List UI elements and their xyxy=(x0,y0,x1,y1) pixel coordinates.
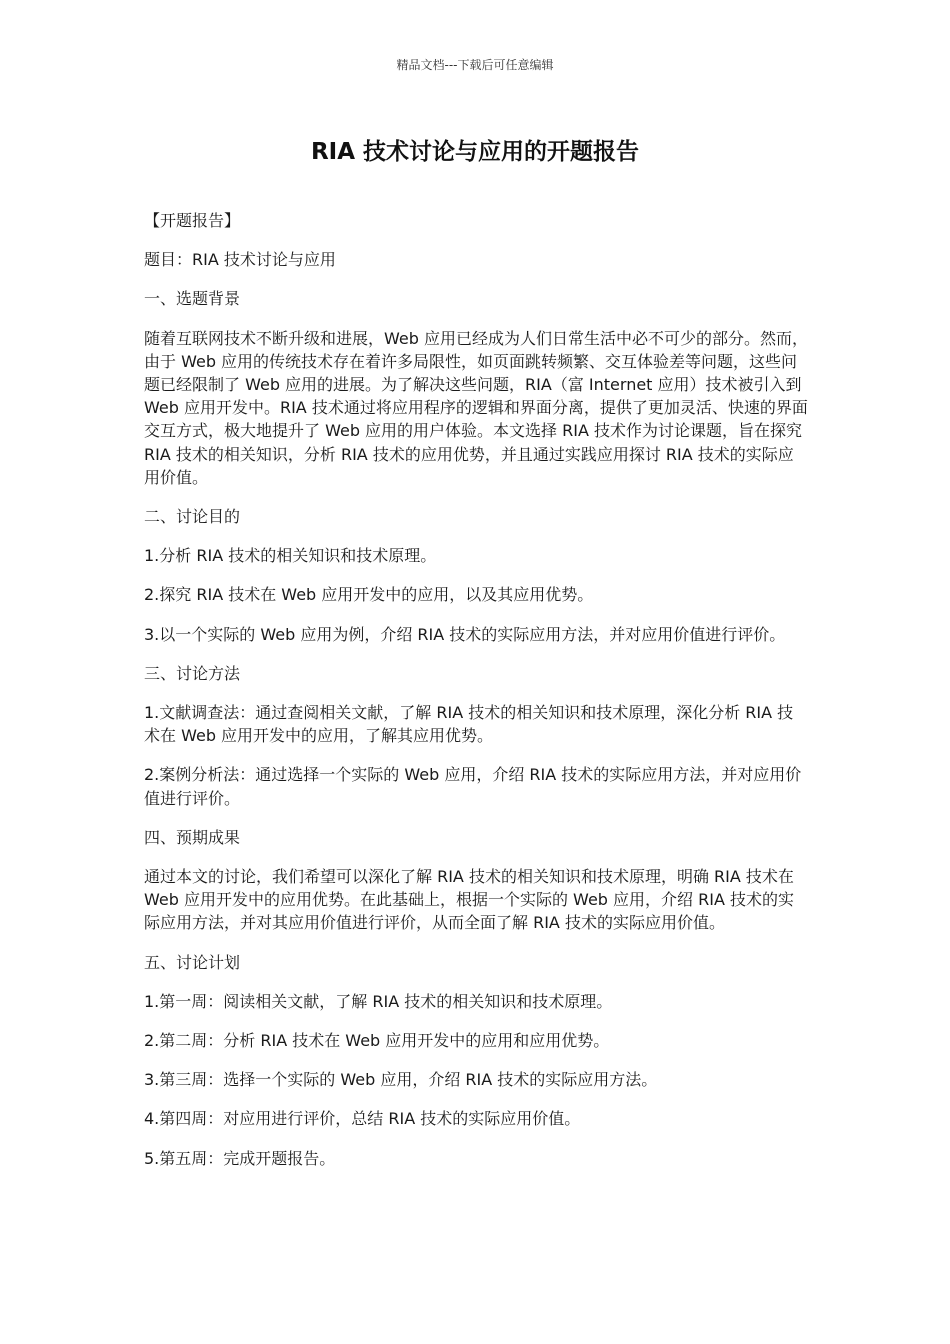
method-item-1: 1.文献调查法：通过查阅相关文献，了解 RIA 技术的相关知识和技术原理，深化分析 RIA 技术在 Web 应用开发中的应用，了解其应用优势。 xyxy=(144,703,794,746)
section-heading-purpose: 二、讨论目的 xyxy=(144,507,241,527)
section-heading-outcome: 四、预期成果 xyxy=(144,827,241,847)
report-label: 【开题报告】 xyxy=(144,211,241,230)
background-paragraph: 随着互联网技术不断升级和进展，Web 应用已经成为人们日常生活中必不可少的部分。然而，由于 Web 应用的传统技术存在着许多局限性，如页面跳转频繁、交互体验差等问题，这些问题已经限制了 Web 应用的进展。为了解决这些问题，RIA（富 Internet 应用）技术被引入到 Web 应用开发中。RIA 技术通过将应用程序的逻辑和界面分离，提供了更加灵活、快速的界面交互方式，极大地提升了 Web 应用的用户体验。本文选择 RIA 技术作为讨论课题，旨在探究 RIA 技术的相关知识，分析 RIA 技术的应用优势，并且通过实践应用探讨 RIA 技术的实际应用价值。 xyxy=(144,328,808,487)
plan-item-week-4: 4.第四周：对应用进行评价，总结 RIA 技术的实际应用价值。 xyxy=(144,1109,581,1129)
plan-item-week-1: 1.第一周：阅读相关文献，了解 RIA 技术的相关知识和技术原理。 xyxy=(144,991,613,1011)
page-header: 精品文档---下载后可任意编辑 xyxy=(396,58,554,72)
method-item-2: 2.案例分析法：通过选择一个实际的 Web 应用，介绍 RIA 技术的实际应用方法，并对应用价值进行评价。 xyxy=(144,765,802,808)
plan-item-week-5: 5.第五周：完成开题报告。 xyxy=(144,1148,336,1168)
section-heading-background: 一、选题背景 xyxy=(144,289,241,309)
section-heading-method: 三、讨论方法 xyxy=(144,663,241,683)
plan-item-week-2: 2.第二周：分析 RIA 技术在 Web 应用开发中的应用和应用优势。 xyxy=(144,1031,610,1051)
section-heading-plan: 五、讨论计划 xyxy=(144,952,241,972)
document-body xyxy=(144,209,808,1186)
purpose-item-1: 1.分析 RIA 技术的相关知识和技术原理。 xyxy=(144,546,437,566)
outcome-paragraph: 通过本文的讨论，我们希望可以深化了解 RIA 技术的相关知识和技术原理，明确 RIA 技术在 Web 应用开发中的应用优势。在此基础上，根据一个实际的 Web 应用，介绍 RIA 技术的实际应用方法，并对其应用价值进行评价，从而全面了解 RIA 技术的实际应用价值。 xyxy=(144,867,794,933)
topic-line: 题目：RIA 技术讨论与应用 xyxy=(144,250,336,270)
document-title: RIA 技术讨论与应用的开题报告 xyxy=(310,139,640,165)
purpose-item-3: 3.以一个实际的 Web 应用为例，介绍 RIA 技术的实际应用方法，并对应用价值进行评价。 xyxy=(144,624,786,644)
plan-item-week-3: 3.第三周：选择一个实际的 Web 应用，介绍 RIA 技术的实际应用方法。 xyxy=(144,1070,658,1090)
purpose-item-2: 2.探究 RIA 技术在 Web 应用开发中的应用，以及其应用优势。 xyxy=(144,585,594,605)
